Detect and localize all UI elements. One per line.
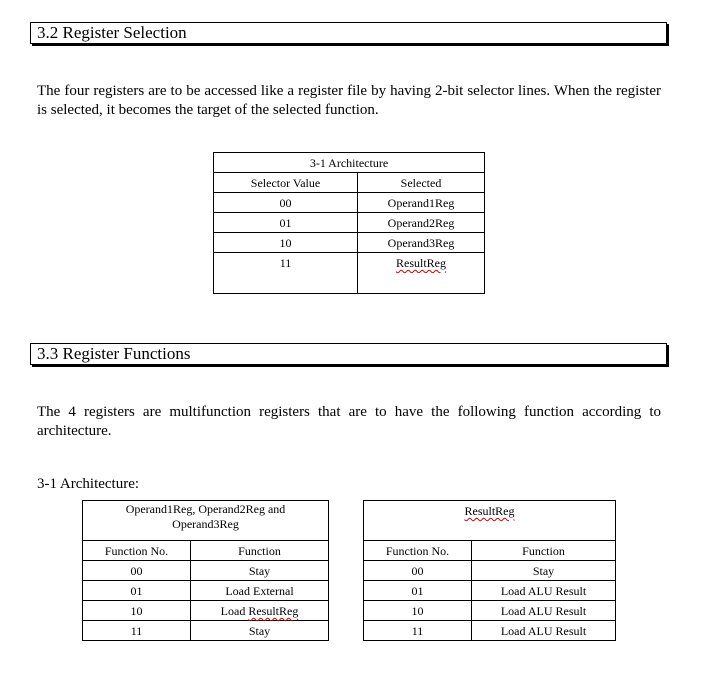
- table-cell: 01: [214, 213, 358, 233]
- table-cell: 11: [214, 253, 358, 294]
- table-row: [214, 253, 485, 294]
- table-row: [83, 601, 329, 621]
- register-functions-paragraph: The 4 registers are multifunction registers that are to have the following function according to architecture.: [37, 404, 661, 439]
- table-header-row: [83, 541, 329, 561]
- selector-table: [213, 152, 485, 294]
- table-row: [364, 561, 616, 581]
- table-row: [83, 581, 329, 601]
- table-cell: 10: [214, 233, 358, 253]
- table-cell: [191, 601, 329, 621]
- table-cell: [358, 253, 485, 294]
- table-cell: 00: [364, 561, 472, 581]
- table-row: [214, 213, 485, 233]
- table-cell: 11: [364, 621, 472, 641]
- table-cell: Stay: [472, 561, 616, 581]
- table-row: [214, 193, 485, 213]
- register-selection-paragraph: The four registers are to be accessed like a register file by having 2-bit selector lines. When the register is selected, it becomes the target of the selected function.: [37, 83, 661, 118]
- table-cell: Load ALU Result: [472, 621, 616, 641]
- architecture-subcaption: 3-1 Architecture:: [37, 476, 140, 492]
- table-cell: Load External: [191, 581, 329, 601]
- column-header: Selected: [358, 173, 485, 193]
- section-heading-text: 3.3 Register Functions: [37, 344, 191, 363]
- column-header: Function: [472, 541, 616, 561]
- section-heading-register-functions: [30, 343, 667, 365]
- table-cell: 01: [364, 581, 472, 601]
- table-cell: Stay: [191, 561, 329, 581]
- table-title-row: [364, 501, 616, 541]
- table-cell: Operand1Reg: [358, 193, 485, 213]
- table-header-row: [214, 173, 485, 193]
- table-cell: Load ALU Result: [472, 581, 616, 601]
- misspelled-word: ResultReg: [396, 256, 446, 270]
- column-header: Selector Value: [214, 173, 358, 193]
- operand-function-table: [82, 500, 329, 641]
- table-cell: Operand2Reg: [358, 213, 485, 233]
- table-cell: Load ALU Result: [472, 601, 616, 621]
- table-cell: 10: [83, 601, 191, 621]
- table-cell: Stay: [191, 621, 329, 641]
- table-cell: 00: [214, 193, 358, 213]
- table-row: [364, 601, 616, 621]
- table-row: [214, 233, 485, 253]
- table-cell: 01: [83, 581, 191, 601]
- table-header-row: [364, 541, 616, 561]
- misspelled-word: ResultReg: [464, 504, 515, 518]
- table-cell: 00: [83, 561, 191, 581]
- column-header: Function No.: [364, 541, 472, 561]
- resultreg-table-title: [364, 501, 616, 541]
- table-cell: 10: [364, 601, 472, 621]
- table-row: [364, 621, 616, 641]
- section-heading-register-selection: [30, 22, 667, 44]
- table-title-row: [214, 153, 485, 173]
- selector-table-caption: 3-1 Architecture: [214, 153, 485, 173]
- table-cell: 11: [83, 621, 191, 641]
- column-header: Function No.: [83, 541, 191, 561]
- table-cell: Operand3Reg: [358, 233, 485, 253]
- column-header: Function: [191, 541, 329, 561]
- table-row: [83, 561, 329, 581]
- operand-table-title: Operand1Reg, Operand2Reg and Operand3Reg: [83, 501, 329, 541]
- table-title-row: [83, 501, 329, 541]
- load-resultreg-text: Load ResultReg: [220, 604, 299, 618]
- resultreg-function-table: [363, 500, 616, 641]
- table-row: [83, 621, 329, 641]
- table-row: [364, 581, 616, 601]
- section-heading-text: 3.2 Register Selection: [37, 23, 187, 42]
